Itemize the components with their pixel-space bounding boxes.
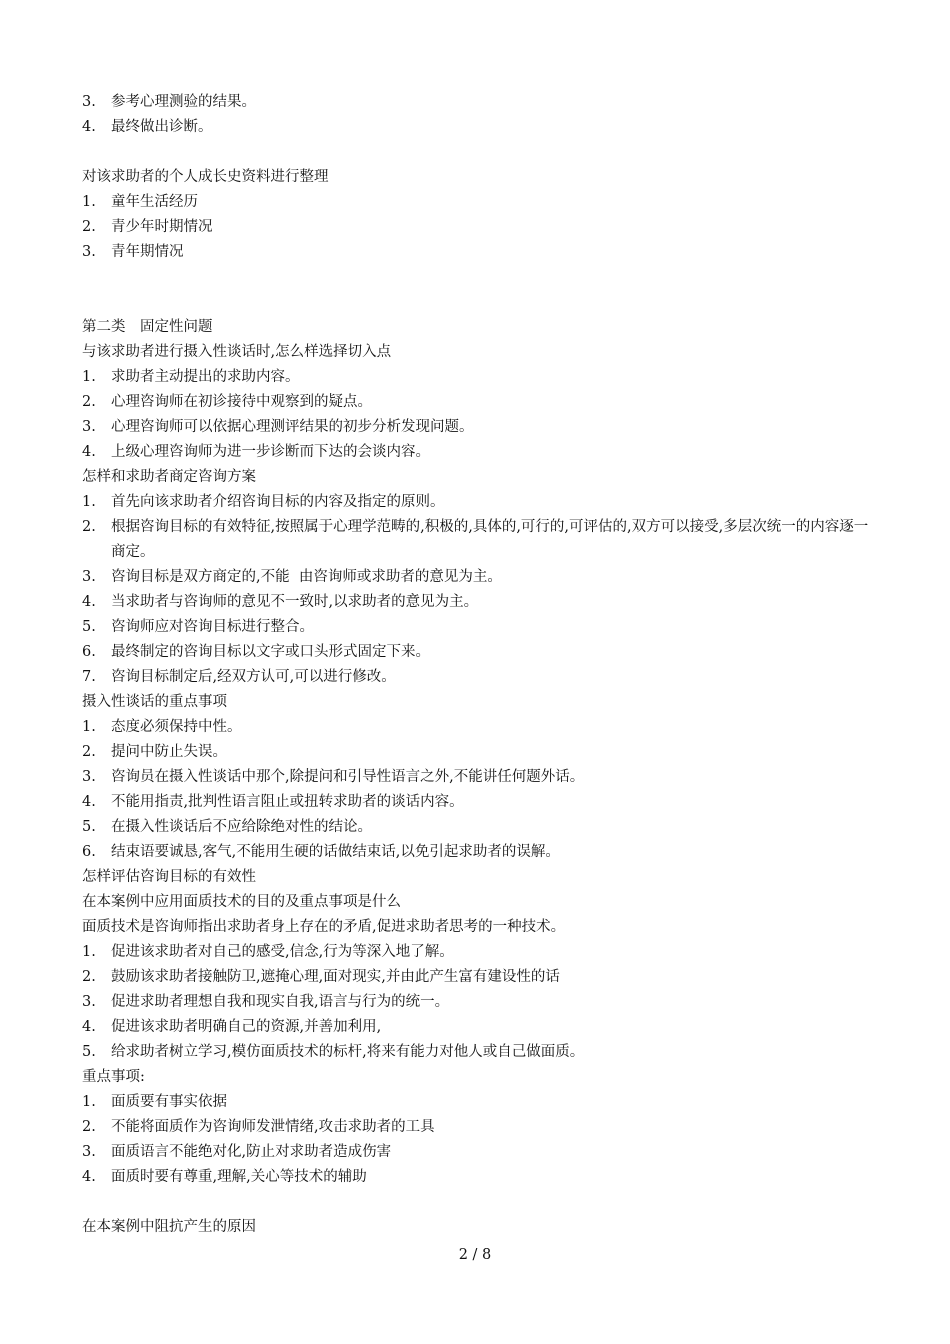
list-text: 在摄入性谈话后不应给除绝对性的结论。 — [111, 819, 372, 835]
list-number: 5. — [82, 819, 96, 835]
category-heading: 第二类 固定性问题 — [82, 319, 213, 335]
spacer — [82, 265, 882, 315]
list-number: 5. — [82, 1044, 96, 1060]
list-text: 促进该求助者明确自己的资源,并善加利用, — [111, 1019, 382, 1035]
list-item — [82, 1140, 882, 1165]
list-text: 童年生活经历 — [111, 194, 198, 210]
list-item — [82, 840, 882, 865]
list-number: 3. — [82, 994, 96, 1010]
list-text: 提问中防止失误。 — [111, 744, 227, 760]
list-number: 2. — [82, 394, 96, 410]
list-item — [82, 990, 882, 1015]
list-item — [82, 490, 882, 515]
list-text: 最终做出诊断。 — [111, 119, 213, 135]
list-number: 4. — [82, 119, 96, 135]
section-heading: 怎样和求助者商定咨询方案 — [82, 469, 256, 485]
list-number: 2. — [82, 744, 96, 760]
list-item — [82, 565, 882, 590]
list-item — [82, 1090, 882, 1115]
list-text: 当求助者与咨询师的意见不一致时,以求助者的意见为主。 — [111, 594, 479, 610]
list-number: 1. — [82, 194, 96, 210]
list-number: 3. — [82, 1144, 96, 1160]
list-item — [82, 740, 882, 765]
list-number: 4. — [82, 444, 96, 460]
spacer — [82, 140, 882, 165]
section-heading: 与该求助者进行摄入性谈话时,怎么样选择切入点 — [82, 344, 392, 360]
list-text: 不能用指责,批判性语言阻止或扭转求助者的谈话内容。 — [111, 794, 464, 810]
section-heading: 摄入性谈话的重点事项 — [82, 694, 227, 710]
list-item — [82, 940, 882, 965]
list-number: 6. — [82, 844, 96, 860]
list-item — [82, 1115, 882, 1140]
section-heading: 重点事项: — [82, 1069, 145, 1085]
list-item — [82, 365, 882, 390]
list-number: 2. — [82, 219, 96, 235]
list-text: 不能将面质作为咨询师发泄情绪,攻击求助者的工具 — [111, 1119, 435, 1135]
list-number: 4. — [82, 794, 96, 810]
list-number: 1. — [82, 944, 96, 960]
list-text: 面质时要有尊重,理解,关心等技术的辅助 — [111, 1169, 367, 1185]
list-item — [82, 415, 882, 440]
list-text: 青少年时期情况 — [111, 219, 213, 235]
list-number: 2. — [82, 969, 96, 985]
list-text: 鼓励该求助者接触防卫,遮掩心理,面对现实,并由此产生富有建设性的话 — [111, 969, 560, 985]
list-item — [82, 1040, 882, 1065]
list-item — [82, 965, 882, 990]
list-item — [82, 1165, 882, 1190]
list-item — [82, 190, 882, 215]
list-item — [82, 440, 882, 465]
list-text: 面质语言不能绝对化,防止对求助者造成伤害 — [111, 1144, 392, 1160]
list-item — [82, 90, 882, 115]
list-number: 1. — [82, 494, 96, 510]
list-number: 1. — [82, 369, 96, 385]
document-page — [82, 90, 882, 1240]
list-text: 心理咨询师在初诊接待中观察到的疑点。 — [111, 394, 372, 410]
list-text: 咨询员在摄入性谈话中那个,除提问和引导性语言之外,不能讲任何题外话。 — [111, 769, 585, 785]
list-item — [82, 640, 882, 665]
section-heading: 在本案例中应用面质技术的目的及重点事项是什么 — [82, 894, 401, 910]
list-item — [82, 515, 882, 565]
list-item — [82, 240, 882, 265]
list-item — [82, 215, 882, 240]
list-number: 3. — [82, 569, 96, 585]
list-text: 咨询目标是双方商定的,不能 由咨询师或求助者的意见为主。 — [111, 569, 502, 585]
list-text: 促进求助者理想自我和现实自我,语言与行为的统一。 — [111, 994, 450, 1010]
list-item — [82, 765, 882, 790]
list-number: 1. — [82, 719, 96, 735]
list-number: 3. — [82, 419, 96, 435]
list-number: 6. — [82, 644, 96, 660]
list-text: 首先向该求助者介绍咨询目标的内容及指定的原则。 — [111, 494, 445, 510]
list-item — [82, 1015, 882, 1040]
list-item — [82, 390, 882, 415]
list-number: 2. — [82, 1119, 96, 1135]
list-item — [82, 615, 882, 640]
list-item — [82, 790, 882, 815]
list-text: 面质要有事实依据 — [111, 1094, 227, 1110]
list-number: 3. — [82, 244, 96, 260]
list-number: 4. — [82, 1169, 96, 1185]
list-item — [82, 665, 882, 690]
list-text: 上级心理咨询师为进一步诊断而下达的会谈内容。 — [111, 444, 430, 460]
list-number: 3. — [82, 769, 96, 785]
list-text: 给求助者树立学习,模仿面质技术的标杆,将来有能力对他人或自己做面质。 — [111, 1044, 585, 1060]
list-text: 根据咨询目标的有效特征,按照属于心理学范畴的,积极的,具体的,可行的,可评估的,双方可以接受,多层次统一的内容逐一商定。 — [111, 519, 869, 560]
list-text: 参考心理测验的结果。 — [111, 94, 256, 110]
list-text: 最终制定的咨询目标以文字或口头形式固定下来。 — [111, 644, 430, 660]
list-number: 7. — [82, 669, 96, 685]
section-heading: 在本案例中阻抗产生的原因 — [82, 1219, 256, 1235]
section-heading: 怎样评估咨询目标的有效性 — [82, 869, 256, 885]
list-number: 3. — [82, 94, 96, 110]
list-item — [82, 115, 882, 140]
list-number: 4. — [82, 594, 96, 610]
page-number: 2 / 8 — [458, 1247, 492, 1263]
list-text: 求助者主动提出的求助内容。 — [111, 369, 300, 385]
list-text: 心理咨询师可以依据心理测评结果的初步分析发现问题。 — [111, 419, 474, 435]
list-number: 5. — [82, 619, 96, 635]
list-item — [82, 715, 882, 740]
list-item — [82, 590, 882, 615]
list-number: 4. — [82, 1019, 96, 1035]
list-text: 咨询目标制定后,经双方认可,可以进行修改。 — [111, 669, 396, 685]
list-item — [82, 815, 882, 840]
list-number: 2. — [82, 519, 96, 535]
spacer — [82, 1190, 882, 1215]
list-text: 咨询师应对咨询目标进行整合。 — [111, 619, 314, 635]
list-text: 青年期情况 — [111, 244, 184, 260]
section-heading: 对该求助者的个人成长史资料进行整理 — [82, 169, 329, 185]
list-text: 结束语要诚恳,客气,不能用生硬的话做结束话,以免引起求助者的误解。 — [111, 844, 560, 860]
list-number: 1. — [82, 1094, 96, 1110]
list-text: 促进该求助者对自己的感受,信念,行为等深入地了解。 — [111, 944, 454, 960]
paragraph: 面质技术是咨询师指出求助者身上存在的矛盾,促进求助者思考的一种技术。 — [82, 919, 566, 935]
list-text: 态度必须保持中性。 — [111, 719, 242, 735]
